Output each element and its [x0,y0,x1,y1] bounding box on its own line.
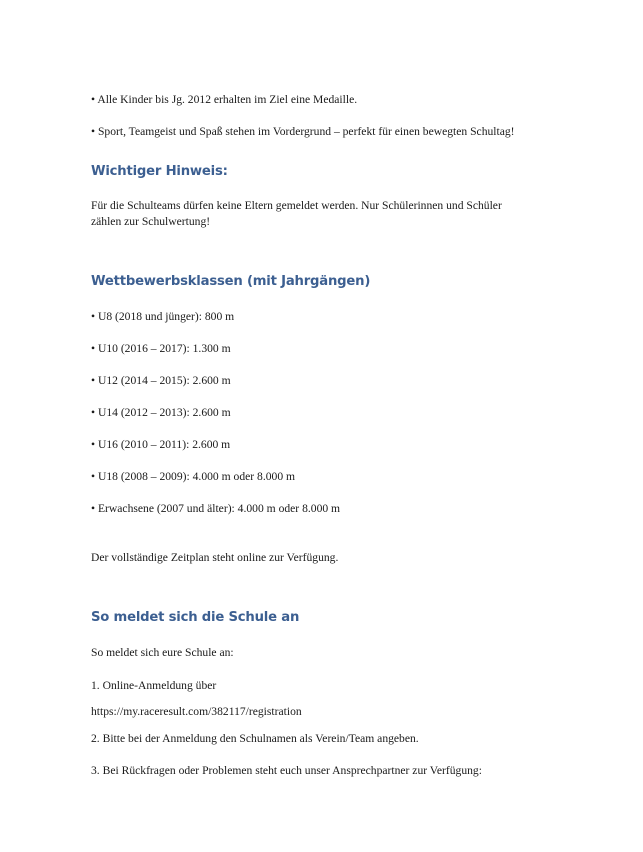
registration-step-1: 1. Online-Anmeldung über [91,679,217,692]
registration-intro: So meldet sich eure Schule an: [91,646,234,659]
class-item: • U12 (2014 – 2015): 2.600 m [91,374,231,387]
class-item: • Erwachsene (2007 und älter): 4.000 m oder 8.000 m [91,502,341,515]
class-item: • U16 (2010 – 2011): 2.600 m [91,438,231,451]
class-item: • U8 (2018 und jünger): 800 m [91,310,235,323]
classes-heading: Wettbewerbsklassen (mit Jahrgängen) [91,274,371,289]
class-item: • U10 (2016 – 2017): 1.300 m [91,342,231,355]
bullet-teamspirit: • Sport, Teamgeist und Spaß stehen im Vordergrund – perfekt für einen bewegten Schultag! [91,125,515,138]
class-item: • U18 (2008 – 2009): 4.000 m oder 8.000 m [91,470,296,483]
notice-text-line-1: Für die Schulteams dürfen keine Eltern gemeldet werden. Nur Schülerinnen und Schüler [91,199,502,212]
schedule-note: Der vollständige Zeitplan steht online zur Verfügung. [91,551,339,564]
registration-step-2: 2. Bitte bei der Anmeldung den Schulnamen als Verein/Team angeben. [91,732,419,745]
bullet-medal: • Alle Kinder bis Jg. 2012 erhalten im Ziel eine Medaille. [91,93,358,106]
registration-heading: So meldet sich die Schule an [91,610,300,625]
class-item: • U14 (2012 – 2013): 2.600 m [91,406,231,419]
registration-step-3: 3. Bei Rückfragen oder Problemen steht euch unser Ansprechpartner zur Verfügung: [91,764,482,777]
notice-heading: Wichtiger Hinweis: [91,164,228,179]
notice-text-line-2: zählen zur Schulwertung! [91,215,211,228]
registration-link[interactable]: https://my.raceresult.com/382117/registration [91,705,302,718]
